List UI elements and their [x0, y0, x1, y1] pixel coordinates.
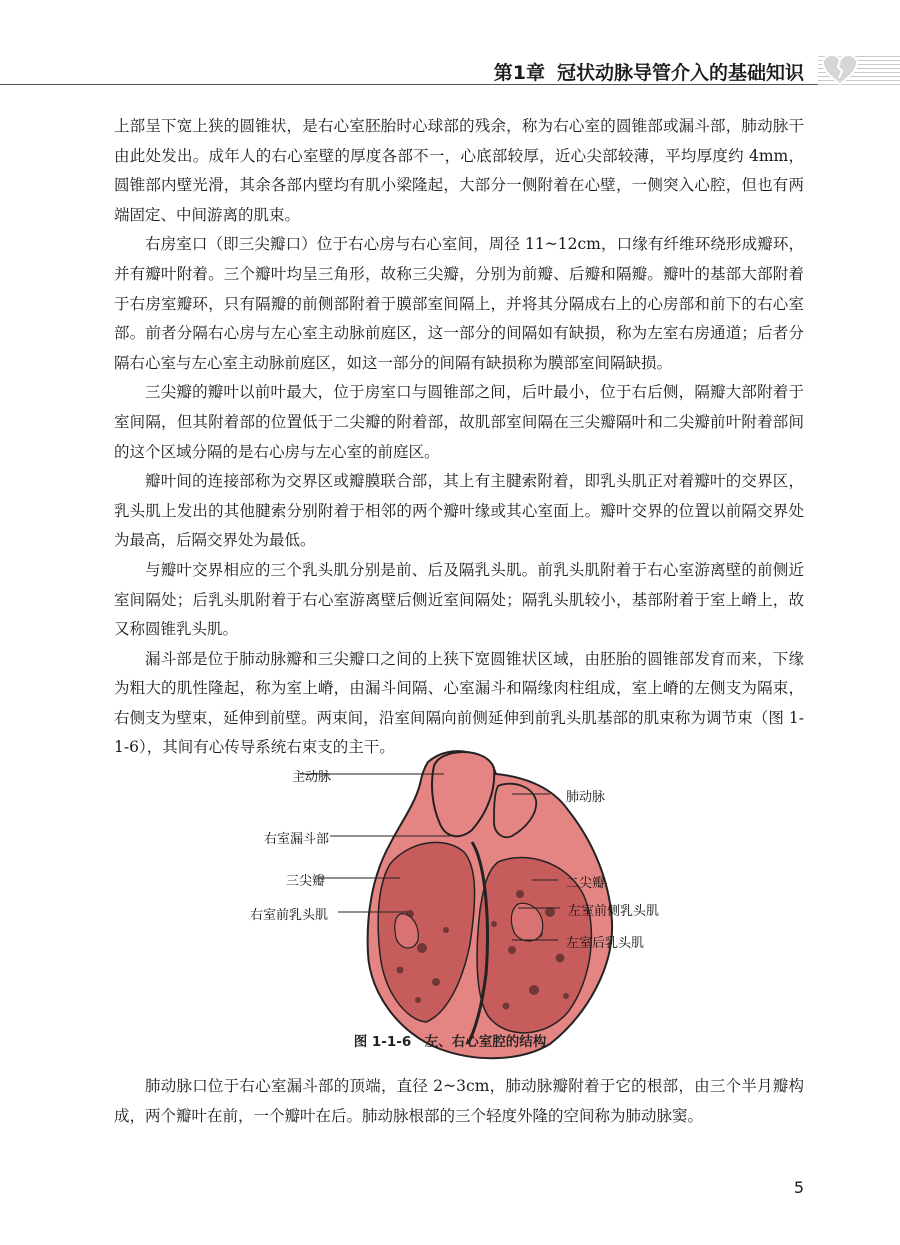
chapter-title-text: 冠状动脉导管介入的基础知识	[556, 62, 804, 84]
label-lv-posterior-papillary: 左室后乳头肌	[566, 936, 645, 951]
label-lv-anterolateral-papillary: 左室前侧乳头肌	[568, 904, 660, 919]
page-number: 5	[793, 1178, 804, 1197]
paragraph-2: 右房室口（即三尖瓣口）位于右心房与右心室间，周径 11~12cm，口缘有纤维环绕形成瓣环，并有瓣叶附着。三个瓣叶均呈三角形，故称三尖瓣，分别为前瓣、后瓣和隔瓣。瓣叶的基部大部附着于右房室瓣环，只有隔瓣的前侧部附着于膜部室间隔上，并将其分隔成右上的心房部和前下的右心室部。前者分隔右心房与左心室主动脉前庭区，这一部分的间隔如有缺损，称为左室右房通道；后者分隔右心室与左心室主动脉前庭区，如这一部分的间隔有缺损称为膜部室间隔缺损。	[114, 235, 804, 372]
paragraph-5: 与瓣叶交界相应的三个乳头肌分别是前、后及隔乳头肌。前乳头肌附着于右心室游离壁的前侧近室间隔处；后乳头肌附着于右心室游离壁后侧近室间隔处；隔乳头肌较小，基部附着于室上嵴上，故又称圆锥乳头肌。	[114, 560, 804, 639]
body-text-after-figure	[114, 1072, 804, 1131]
body-text	[114, 112, 804, 763]
paragraph-3: 三尖瓣的瓣叶以前叶最大，位于房室口与圆锥部之间，后叶最小，位于右后侧，隔瓣大部附着于室间隔，但其附着部的位置低于二尖瓣的附着部，故肌部室间隔在三尖瓣隔叶和二尖瓣前叶附着部间的这个区域分隔的是右心房与左心室的前庭区。	[114, 383, 804, 461]
label-aorta: 主动脉	[292, 770, 332, 785]
page-header	[0, 0, 900, 92]
label-rv-anterior-papillary: 右室前乳头肌	[250, 908, 329, 923]
chapter-number: 第1章	[493, 62, 545, 84]
label-tricuspid: 三尖瓣	[286, 874, 326, 889]
paragraph-1: 上部呈下宽上狭的圆锥状，是右心室胚胎时心球部的残余，称为右心室的圆锥部或漏斗部，肺动脉干由此处发出。成年人的右心室壁的厚度各部不一，心底部较厚，近心尖部较薄，平均厚度约 4mm，圆锥部内壁光滑，其余各部内壁均有肌小梁隆起，大部分一侧附着在心壁，一侧突入心腔，但也有两端固定、中间游离的肌束。	[114, 117, 804, 224]
paragraph-4: 瓣叶间的连接部称为交界区或瓣膜联合部，其上有主腱索附着，即乳头肌正对着瓣叶的交界区，乳头肌上发出的其他腱索分别附着于相邻的两个瓣叶缘或其心室面上。瓣叶交界的位置以前隔交界处为最高，后隔交界处为最低。	[114, 472, 804, 550]
label-mitral: 二尖瓣	[566, 876, 606, 891]
paragraph-7: 肺动脉口位于右心室漏斗部的顶端，直径 2~3cm，肺动脉瓣附着于它的根部，由三个半月瓣构成，两个瓣叶在前，一个瓣叶在后。肺动脉根部的三个轻度外隆的空间称为肺动脉窦。	[114, 1077, 804, 1125]
chapter-title	[494, 58, 804, 85]
heart-icon	[822, 54, 858, 86]
figure-caption: 图 1-1-6 左、右心室腔的结构	[353, 1034, 547, 1050]
label-pulmonary-artery: 肺动脉	[566, 790, 606, 805]
paragraph-6: 漏斗部是位于肺动脉瓣和三尖瓣口之间的上狭下宽圆锥状区域，由胚胎的圆锥部发育而来，下缘为粗大的肌性隆起，称为室上嵴，由漏斗间隔、心室漏斗和隔缘肉柱组成，室上嵴的左侧支为隔束，右侧支为壁束，延伸到前壁。两束间，沿室间隔向前侧延伸到前乳头肌基部的肌束称为调节束（图 1-1-6），其间有心传导系统右束支的主干。	[114, 649, 804, 757]
heart-figure	[250, 744, 680, 1062]
label-rv-infundibulum: 右室漏斗部	[264, 832, 330, 847]
